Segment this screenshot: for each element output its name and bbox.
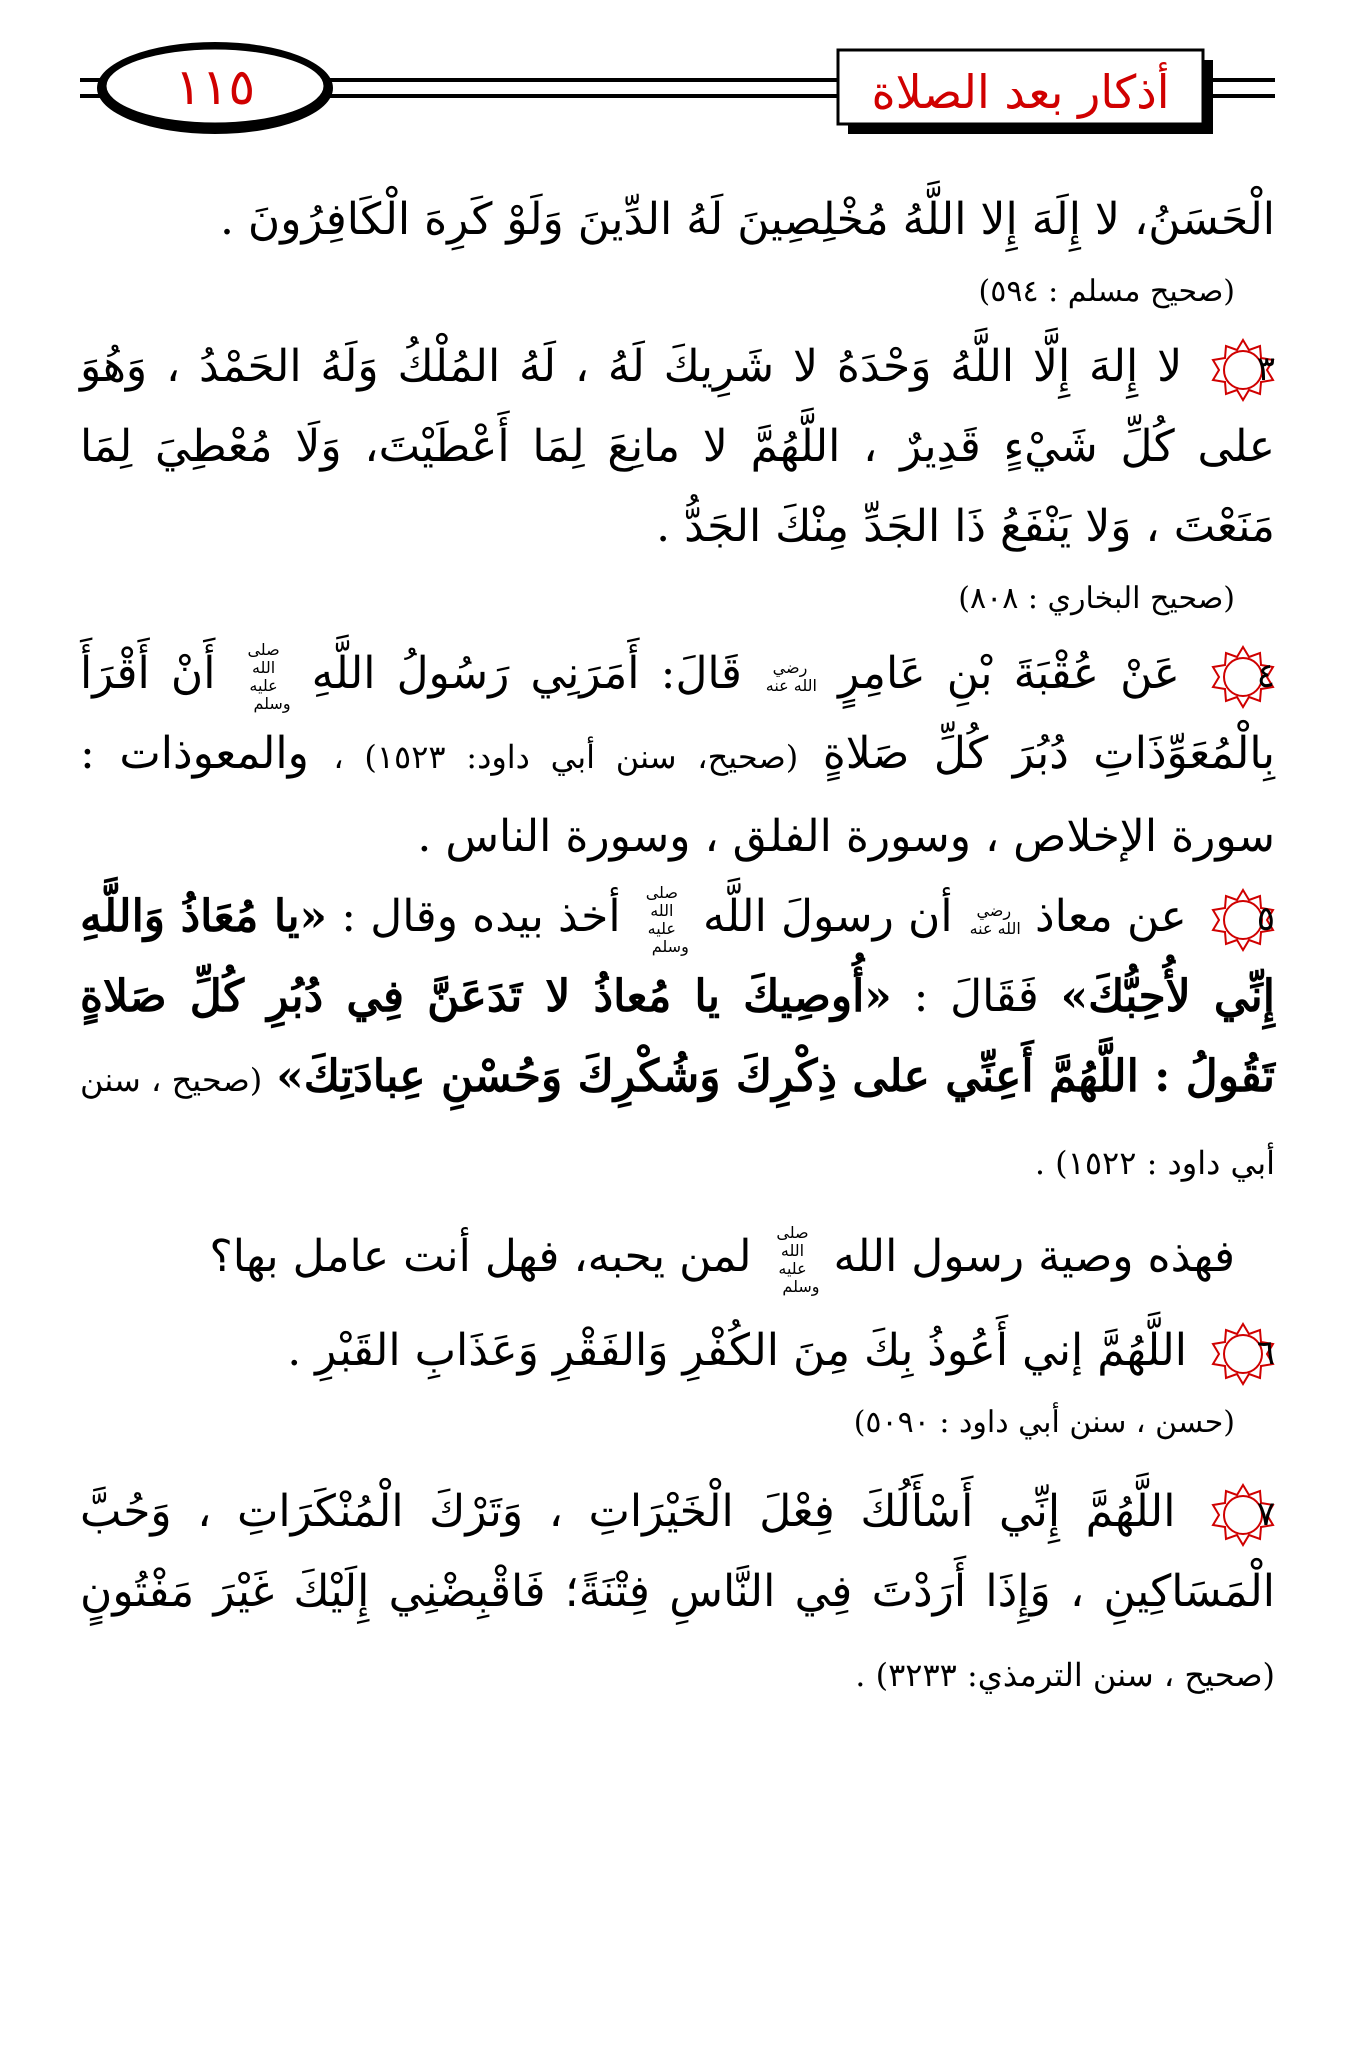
dhikr-3 [80,327,1275,567]
number-badge [1211,1483,1275,1547]
reference: (صحيح البخاري : ٨٠٨) [958,581,1235,616]
number-badge [1211,888,1275,952]
badge-number: ٦ [1256,1332,1275,1373]
dhikr-text: اللَّهُمَّ إني أَعُوذُ بِكَ مِنَ الكُفْرِ وَالفَقْرِ وَعَذَابِ القَبْرِ . [287,1325,1187,1376]
chapter-title: أذكار بعد الصلاة [871,65,1170,119]
dhikr-7 [80,1472,1275,1715]
radi-honorific: رضي الله عنه [969,900,1021,938]
dhikr-text: قَالَ: أَمَرَنِي رَسُولُ اللَّهِ [311,648,742,699]
number-badge [1211,338,1275,402]
badge-number: ٤ [1256,655,1275,696]
dhikr-text: والمعوذات : سورة الإخلاص ، وسورة الفلق ، وسورة الناس . [80,728,1275,862]
reflection-line [80,1217,1275,1297]
page-content [80,180,1275,1715]
badge-number: ٣ [1256,348,1275,389]
inline-reference: (صحيح ، سنن أبي داود : ١٥٢٢) . [80,1061,1275,1182]
dhikr-text: اللَّهُمَّ إِنِّي أَسْأَلُكَ فِعْلَ الْخَيْرَاتِ ، وَتَرْكَ الْمُنْكَرَاتِ ، وَحُبَّ الْمَسَاكِينِ ، وَإِذَا أَرَدْتَ فِي النَّاسِ فِتْنَةً؛ فَاقْبِضْنِي إِلَيْكَ غَيْرَ مَفْتُونٍ [80,1486,1275,1617]
number-badge [1211,645,1275,709]
dhikr-text: أن رسولَ اللَّه [703,891,953,942]
reflection-text: لمن يحبه، فهل أنت عامل بها؟ [209,1231,752,1282]
dhikr-text: أَنْ أَقْرَأَ بِالْمُعَوِّذَاتِ دُبُرَ كُلِّ صَلاةٍ [80,648,1275,779]
reference: (حسن ، سنن أبي داود : ٥٠٩٠) [853,1405,1235,1440]
dhikr-text: عن معاذ [1035,891,1187,942]
spacer [80,1297,1275,1311]
dhikr-6 [80,1311,1275,1391]
dhikr-text: فَقَالَ : [913,971,1039,1022]
dhikr-text: لا إِلهَ إِلَّا اللَّهُ وَحْدَهُ لا شَرِيكَ لَهُ ، لَهُ المُلْكُ وَلَهُ الحَمْدُ ، وَهُوَ على كُلِّ شَيْءٍ قَدِيرٌ ، اللَّهُمَّ لا مانِعَ لِمَا أَعْطَيْتَ، وَلَا مُعْطِيَ لِمَا مَنَعْتَ ، وَلا يَنْفَعُ ذَا الجَدِّ مِنْكَ الجَدُّ . [80,341,1275,552]
salawat-honorific: صلى الله عليه وسلم [247,639,291,713]
dhikr-text: عَنْ عُقْبَةَ بْنِ عَامِرٍ [838,648,1180,699]
hadith-quote: «يا مُعَاذُ وَاللَّهِ إِنِّي لأُحِبُّكَ» [80,891,1275,1022]
reflection-text: فهذه وصية رسول الله [833,1231,1235,1282]
inline-reference: (صحيح، سنن أبي داود: ١٥٢٣) ، [333,738,799,776]
reference: (صحيح مسلم : ٥٩٤) [978,274,1235,309]
inline-reference: (صحيح ، سنن الترمذي: ٣٢٣٣) . [855,1656,1275,1694]
dhikr-5 [80,877,1275,1203]
dhikr-4 [80,634,1275,877]
page-header [0,0,1356,150]
badge-number: ٧ [1256,1493,1275,1534]
dhikr-text: أخذ بيده وقال : [341,891,621,942]
badge-number: ٥ [1256,898,1275,939]
salawat-honorific: صلى الله عليه وسلم [645,882,689,956]
hadith-quote: «أُوصِيكَ يا مُعاذُ لا تَدَعَنَّ فِي دُبُرِ كُلِّ صَلاةٍ تَقُولُ : اللَّهُمَّ أَعِنِّي على ذِكْرِكَ وَشُكْرِكَ وَحُسْنِ عِبادَتِكَ» [80,971,1275,1102]
spacer [80,1203,1275,1217]
radi-honorific: رضي الله عنه [765,657,817,695]
page-number: ١١٥ [174,58,256,116]
number-badge [1211,1322,1275,1386]
text-line: الْحَسَنُ، لا إِلَهَ إِلا اللَّهُ مُخْلِصِينَ لَهُ الدِّينَ وَلَوْ كَرِهَ الْكَافِرُونَ . [219,194,1275,245]
spacer [80,1458,1275,1472]
salawat-honorific: صلى الله عليه وسلم [776,1222,820,1296]
